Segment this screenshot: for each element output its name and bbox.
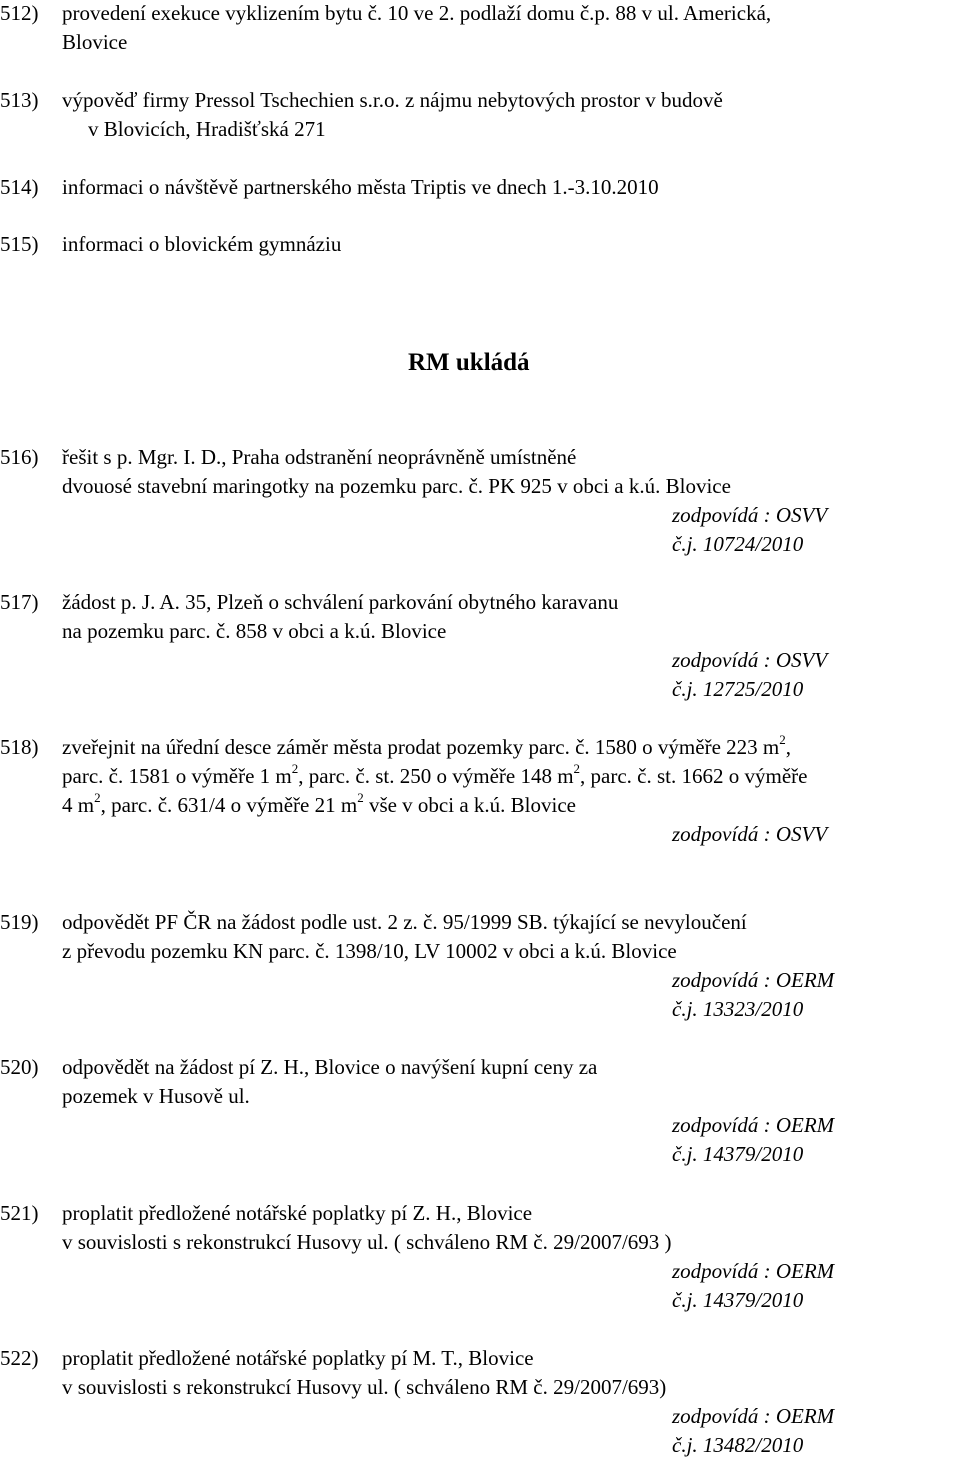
responsible-department: zodpovídá : OERM — [672, 1404, 835, 1428]
item-text: na pozemku parc. č. 858 v obci a k.ú. Blovice — [62, 619, 447, 643]
item-text: 4 $m^2$, parc. č. 631/4 o výměře 21 $m^2$ vše v obci a k.ú. Blovice — [62, 790, 576, 817]
reference-number: č.j. 13482/2010 — [672, 1433, 804, 1457]
item-text: parc. č. 1581 o výměře 1 $m^2$, parc. č. st. 250 o výměře 148 $m^2$, parc. č. st. 1662 o výměře — [62, 761, 808, 788]
item-text: odpovědět na žádost pí Z. H., Blovice o navýšení kupní ceny za — [62, 1055, 598, 1079]
item-text: v Blovicích, Hradišťská 271 — [88, 117, 326, 141]
item-text: Blovice — [62, 30, 128, 54]
item-text: informaci o blovickém gymnáziu — [62, 232, 342, 256]
item-number: 520) — [0, 1055, 39, 1079]
item-text: proplatit předložené notářské poplatky pí M. T., Blovice — [62, 1346, 534, 1370]
reference-number: č.j. 14379/2010 — [672, 1288, 804, 1312]
item-number: 512) — [0, 1, 39, 25]
responsible-department: zodpovídá : OERM — [672, 968, 835, 992]
item-text: dvouosé stavební maringotky na pozemku parc. č. PK 925 v obci a k.ú. Blovice — [62, 474, 731, 498]
reference-number: č.j. 14379/2010 — [672, 1142, 804, 1166]
item-number: 521) — [0, 1201, 39, 1225]
item-number: 516) — [0, 445, 39, 469]
item-text: proplatit předložené notářské poplatky pí Z. H., Blovice — [62, 1201, 533, 1225]
item-number: 514) — [0, 175, 39, 199]
responsible-department: zodpovídá : OSVV — [672, 822, 828, 846]
reference-number: č.j. 12725/2010 — [672, 677, 804, 701]
item-text: výpověď firmy Pressol Tschechien s.r.o. z nájmu nebytových prostor v budově — [62, 88, 723, 112]
item-text: řešit s p. Mgr. I. D., Praha odstranění neoprávněně umístněné — [62, 445, 577, 469]
responsible-department: zodpovídá : OERM — [672, 1259, 835, 1283]
responsible-department: zodpovídá : OSVV — [672, 648, 828, 672]
item-text: zveřejnit na úřední desce záměr města prodat pozemky parc. č. 1580 o výměře 223 $m^2$, — [62, 732, 791, 759]
item-text: žádost p. J. A. 35, Plzeň o schválení parkování obytného karavanu — [62, 590, 619, 614]
item-text: z převodu pozemku KN parc. č. 1398/10, LV 10002 v obci a k.ú. Blovice — [62, 939, 677, 963]
reference-number: č.j. 10724/2010 — [672, 532, 804, 556]
item-number: 522) — [0, 1346, 39, 1370]
item-number: 517) — [0, 590, 39, 614]
reference-number: č.j. 13323/2010 — [672, 997, 804, 1021]
item-text: pozemek v Husově ul. — [62, 1084, 250, 1108]
item-text: v souvislosti s rekonstrukcí Husovy ul. ( schváleno RM č. 29/2007/693 ) — [62, 1230, 672, 1254]
responsible-department: zodpovídá : OERM — [672, 1113, 835, 1137]
item-number: 515) — [0, 232, 39, 256]
responsible-department: zodpovídá : OSVV — [672, 503, 828, 527]
item-text: provedení exekuce vyklizením bytu č. 10 ve 2. podlaží domu č.p. 88 v ul. Americká, — [62, 1, 772, 25]
item-text: v souvislosti s rekonstrukcí Husovy ul. ( schváleno RM č. 29/2007/693) — [62, 1375, 667, 1399]
item-number: 518) — [0, 735, 39, 759]
item-text: informaci o návštěvě partnerského města Triptis ve dnech 1.-3.10.2010 — [62, 175, 659, 199]
section-heading: RM ukládá — [408, 349, 530, 376]
item-number: 513) — [0, 88, 39, 112]
item-number: 519) — [0, 910, 39, 934]
item-text: odpovědět PF ČR na žádost podle ust. 2 z. č. 95/1999 SB. týkající se nevyloučení — [62, 910, 747, 934]
